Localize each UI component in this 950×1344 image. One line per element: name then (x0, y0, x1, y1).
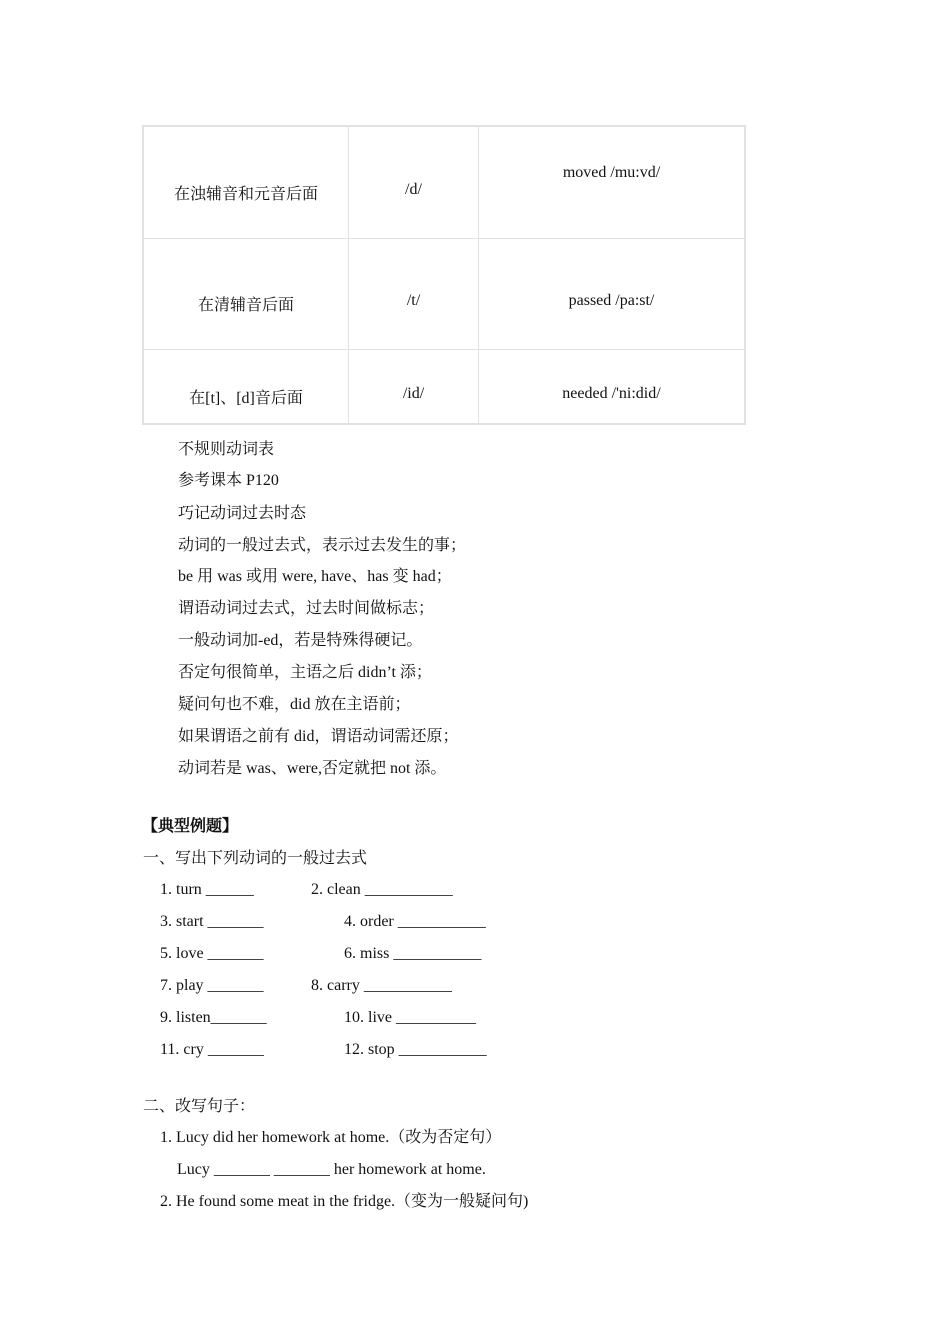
exercise-item: 9. listen_______ (160, 1009, 267, 1026)
note-line: 如果谓语之前有 did，谓语动词需还原； (178, 728, 459, 745)
part1-title: 一、写出下列动词的一般过去式 (143, 850, 368, 867)
exercise-item: 2. clean ___________ (311, 881, 453, 898)
cell-text: /id/ (402, 385, 425, 402)
cell-text: 在[t]、[d]音后面 (189, 390, 303, 407)
table-cell-condition (144, 238, 349, 349)
note-line: 谓语动词过去式，过去时间做标志； (178, 600, 435, 617)
exercise-item: 4. order ___________ (344, 913, 486, 930)
note-line: be 用 was 或用 were, have、has 变 had； (178, 568, 452, 585)
table-cell-condition (144, 349, 349, 423)
exercise-item: 6. miss ___________ (344, 945, 482, 962)
cell-text: /d/ (405, 181, 422, 198)
exercise-item: 11. cry _______ (160, 1041, 264, 1058)
table-cell-example (479, 349, 744, 423)
note-line: 巧记动词过去时态 (178, 505, 307, 522)
table-row (144, 127, 744, 239)
note-line: 一般动词加-ed，若是特殊得硬记。 (178, 632, 423, 649)
exercise-item: 5. love _______ (160, 945, 264, 962)
note-line: 疑问句也不难，did 放在主语前； (178, 696, 411, 713)
note-line: 否定句很简单，主语之后 didn’t 添； (178, 664, 432, 681)
table-cell-sound (349, 349, 479, 423)
exercise-item: 3. start _______ (160, 913, 264, 930)
exercise-item: 7. play _______ (160, 977, 264, 994)
section-title: 【典型例题】 (142, 818, 239, 835)
cell-text: passed /pa:st/ (568, 292, 655, 309)
table-cell-example (479, 238, 744, 349)
exercise-line: 1. Lucy did her homework at home.（改为否定句） (160, 1129, 502, 1146)
table-cell-sound (349, 127, 479, 238)
exercise-item: 8. carry ___________ (311, 977, 452, 994)
table-row (144, 238, 744, 350)
cell-text: needed /'ni:did/ (562, 385, 661, 402)
cell-text: 在浊辅音和元音后面 (173, 186, 318, 203)
table-cell-condition (144, 127, 349, 238)
exercise-line: 2. He found some meat in the fridge.（变为一般疑问句) (160, 1193, 529, 1210)
phonetics-table (142, 125, 746, 425)
note-line: 动词的一般过去式，表示过去发生的事； (178, 537, 467, 554)
table-row (144, 349, 744, 423)
cell-text: 在清辅音后面 (197, 297, 294, 314)
note-line: 不规则动词表 (178, 441, 275, 458)
exercise-item: 1. turn ______ (160, 881, 254, 898)
cell-text: moved /mu:vd/ (562, 164, 661, 181)
note-line: 参考课本 P120 (178, 472, 279, 489)
exercise-item: 10. live __________ (344, 1009, 476, 1026)
exercise-line: Lucy _______ _______ her homework at home. (177, 1161, 486, 1178)
exercise-item: 12. stop ___________ (344, 1041, 487, 1058)
table-cell-sound (349, 238, 479, 349)
table-cell-example (479, 127, 744, 238)
part2-title: 二、改写句子： (143, 1098, 256, 1115)
note-line: 动词若是 was、were,否定就把 not 添。 (178, 760, 447, 777)
cell-text: /t/ (406, 292, 421, 309)
